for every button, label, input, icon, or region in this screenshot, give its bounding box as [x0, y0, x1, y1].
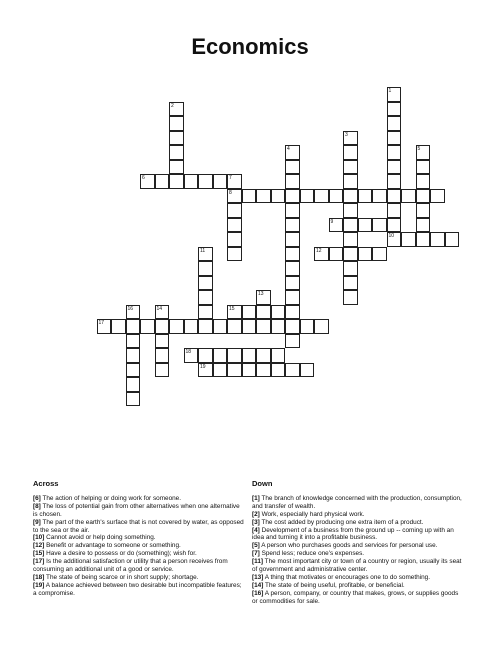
grid-cell[interactable]	[285, 363, 300, 378]
clue-number: [16]	[252, 589, 264, 597]
clue-number: [18]	[33, 573, 45, 581]
grid-cell[interactable]	[285, 334, 300, 349]
grid-cell[interactable]	[387, 87, 402, 102]
clue-number: [11]	[252, 558, 264, 566]
grid-cell[interactable]	[256, 290, 271, 305]
cell-number: 13	[258, 291, 264, 297]
clue-text: Development of a business from the ground up -- coming up with an idea and turning it into a profitable business.	[252, 526, 454, 542]
grid-cell[interactable]	[198, 261, 213, 276]
clue-text: The most important city or town of a country or region, usually its seat of government and administrative center.	[252, 558, 462, 574]
grid-cell[interactable]	[169, 160, 184, 175]
grid-cell[interactable]	[401, 189, 416, 204]
grid-cell[interactable]	[285, 218, 300, 233]
clue-text: The state of being scarce or in short supply; shortage.	[44, 573, 199, 581]
grid-cell[interactable]	[285, 290, 300, 305]
grid-cell[interactable]	[271, 363, 286, 378]
clue-text: The cost added by producing one extra item of a product.	[259, 518, 424, 526]
grid-cell[interactable]	[169, 145, 184, 160]
clue-number: [12]	[33, 542, 45, 550]
grid-cell[interactable]	[198, 290, 213, 305]
clue-number: [6]	[33, 494, 41, 502]
grid-cell[interactable]	[242, 348, 257, 363]
grid-cell[interactable]	[387, 218, 402, 233]
grid-cell[interactable]	[126, 377, 141, 392]
down-clue	[252, 590, 464, 606]
grid-cell[interactable]	[155, 348, 170, 363]
grid-cell[interactable]	[155, 319, 170, 334]
grid-cell[interactable]	[227, 203, 242, 218]
grid-cell[interactable]	[285, 247, 300, 262]
across-clue	[33, 582, 245, 598]
down-clue	[252, 582, 464, 590]
clue-number: [1]	[252, 494, 260, 502]
grid-cell[interactable]	[227, 218, 242, 233]
grid-cell[interactable]	[155, 334, 170, 349]
grid-cell[interactable]	[256, 348, 271, 363]
down-clue	[252, 519, 464, 527]
grid-cell[interactable]	[329, 189, 344, 204]
grid-cell[interactable]	[358, 218, 373, 233]
clue-number: [5]	[252, 542, 260, 550]
grid-cell[interactable]	[343, 290, 358, 305]
grid-cell[interactable]	[198, 174, 213, 189]
grid-cell[interactable]	[387, 232, 402, 247]
grid-cell[interactable]	[416, 218, 431, 233]
grid-cell[interactable]	[169, 174, 184, 189]
grid-cell[interactable]	[387, 102, 402, 117]
clue-text: The branch of knowledge concerned with the production, consumption, and transfer of wealth.	[252, 494, 462, 510]
grid-cell[interactable]	[184, 174, 199, 189]
grid-cell[interactable]	[97, 319, 112, 334]
clue-text: The part of the earth's surface that is not covered by water, as opposed to the sea or the air.	[33, 518, 244, 534]
grid-cell[interactable]	[169, 319, 184, 334]
grid-cell[interactable]	[285, 261, 300, 276]
grid-cell[interactable]	[227, 319, 242, 334]
grid-cell[interactable]	[155, 305, 170, 320]
grid-cell[interactable]	[256, 305, 271, 320]
grid-cell[interactable]	[184, 348, 199, 363]
grid-cell[interactable]	[358, 247, 373, 262]
across-clue-list	[33, 495, 245, 598]
down-clue-list	[252, 495, 464, 606]
grid-cell[interactable]	[343, 145, 358, 160]
grid-cell[interactable]	[126, 319, 141, 334]
grid-cell[interactable]	[358, 189, 373, 204]
cell-number: 16	[127, 305, 134, 312]
grid-cell[interactable]	[300, 363, 315, 378]
grid-cell[interactable]	[387, 203, 402, 218]
clue-text: Cannot avoid or help doing something.	[44, 534, 156, 542]
clue-number: [4]	[252, 526, 260, 534]
grid-cell[interactable]	[329, 218, 344, 233]
grid-cell[interactable]	[343, 203, 358, 218]
grid-cell[interactable]	[126, 334, 141, 349]
grid-cell[interactable]	[271, 189, 286, 204]
grid-cell[interactable]	[343, 131, 358, 146]
grid-cell[interactable]	[343, 261, 358, 276]
grid-cell[interactable]	[372, 218, 387, 233]
grid-cell[interactable]	[227, 363, 242, 378]
grid-cell[interactable]	[198, 247, 213, 262]
clue-number: [2]	[252, 510, 260, 518]
grid-cell[interactable]	[416, 160, 431, 175]
grid-cell[interactable]	[285, 232, 300, 247]
cell-number: 7	[229, 175, 232, 181]
grid-cell[interactable]	[242, 305, 257, 320]
down-clue	[252, 527, 464, 543]
clue-number: [17]	[33, 558, 45, 566]
clue-number: [8]	[33, 502, 41, 510]
clue-text: A person who purchases goods and services for personal use.	[259, 542, 438, 550]
cell-number: 4	[287, 146, 290, 152]
grid-cell[interactable]	[155, 174, 170, 189]
down-heading: Down	[252, 479, 273, 488]
grid-cell[interactable]	[387, 145, 402, 160]
grid-cell[interactable]	[285, 319, 300, 334]
across-clue	[33, 534, 245, 542]
grid-cell[interactable]	[314, 319, 329, 334]
grid-cell[interactable]	[401, 232, 416, 247]
grid-cell[interactable]	[111, 319, 126, 334]
grid-cell[interactable]	[285, 189, 300, 204]
grid-cell[interactable]	[126, 363, 141, 378]
grid-cell[interactable]	[169, 116, 184, 131]
clue-text: Work, especially hard physical work.	[259, 510, 365, 518]
grid-cell[interactable]	[416, 145, 431, 160]
across-heading: Across	[33, 479, 59, 488]
cell-number: 9	[330, 218, 334, 225]
grid-cell[interactable]	[285, 160, 300, 175]
grid-cell[interactable]	[416, 203, 431, 218]
clue-text: The action of helping or doing work for someone.	[40, 494, 182, 502]
grid-cell[interactable]	[314, 247, 329, 262]
grid-cell[interactable]	[126, 348, 141, 363]
across-clue	[33, 503, 245, 519]
clue-number: [9]	[33, 518, 41, 526]
grid-cell[interactable]	[242, 319, 257, 334]
grid-cell[interactable]	[285, 276, 300, 291]
grid-cell[interactable]	[227, 305, 242, 320]
grid-cell[interactable]	[285, 174, 300, 189]
grid-cell[interactable]	[285, 145, 300, 160]
grid-cell[interactable]	[343, 276, 358, 291]
clue-text: Spend less; reduce one's expenses.	[259, 550, 365, 558]
grid-cell[interactable]	[300, 189, 315, 204]
grid-cell[interactable]	[271, 348, 286, 363]
cell-number: 18	[185, 349, 192, 355]
grid-cell[interactable]	[416, 189, 431, 204]
clue-text: A thing that motivates or encourages one to do something.	[263, 573, 430, 581]
grid-cell[interactable]	[387, 131, 402, 146]
cell-number: 6	[142, 175, 145, 181]
grid-cell[interactable]	[343, 160, 358, 175]
cell-number: 12	[316, 247, 322, 254]
grid-cell[interactable]	[213, 363, 228, 378]
grid-cell[interactable]	[271, 319, 286, 334]
cell-number: 19	[200, 363, 206, 370]
grid-cell[interactable]	[271, 305, 286, 320]
grid-cell[interactable]	[227, 232, 242, 247]
down-clue	[252, 558, 464, 574]
clue-text: Benefit or advantage to someone or something.	[44, 542, 181, 550]
across-clue	[33, 550, 245, 558]
grid-cell[interactable]	[155, 363, 170, 378]
down-clue	[252, 542, 464, 550]
down-clue	[252, 574, 464, 582]
grid-cell[interactable]	[213, 348, 228, 363]
grid-cell[interactable]	[227, 189, 242, 204]
across-clue	[33, 558, 245, 574]
clue-number: [19]	[33, 581, 45, 589]
clue-text: The loss of potential gain from other alternatives when one alternative is chosen.	[33, 502, 240, 518]
grid-cell[interactable]	[140, 174, 155, 189]
cell-number: 10	[388, 233, 395, 239]
across-clue	[33, 542, 245, 550]
grid-cell[interactable]	[227, 348, 242, 363]
cell-number: 8	[229, 189, 232, 196]
grid-cell[interactable]	[387, 116, 402, 131]
clue-number: [10]	[33, 534, 45, 542]
grid-cell[interactable]	[184, 319, 199, 334]
clue-text: A person, company, or country that makes, grows, or supplies goods or commodities for sale.	[252, 589, 459, 605]
grid-cell[interactable]	[198, 319, 213, 334]
grid-cell[interactable]	[198, 305, 213, 320]
clue-text: Have a desire to possess or do (something); wish for.	[44, 550, 197, 558]
grid-cell[interactable]	[343, 218, 358, 233]
grid-cell[interactable]	[343, 232, 358, 247]
grid-cell[interactable]	[343, 189, 358, 204]
grid-cell[interactable]	[416, 174, 431, 189]
grid-cell[interactable]	[198, 276, 213, 291]
grid-cell[interactable]	[126, 305, 141, 320]
cell-number: 1	[388, 88, 392, 94]
cell-number: 17	[98, 320, 105, 326]
grid-cell[interactable]	[198, 363, 213, 378]
cell-number: 3	[345, 131, 348, 138]
across-clues	[33, 480, 245, 598]
grid-cell[interactable]	[329, 247, 344, 262]
grid-cell[interactable]	[445, 232, 460, 247]
grid-cell[interactable]	[169, 131, 184, 146]
clue-number: [14]	[252, 581, 264, 589]
clue-text: The state of being useful, profitable, or beneficial.	[263, 581, 405, 589]
cell-number: 2	[171, 102, 174, 109]
grid-cell[interactable]	[416, 232, 431, 247]
grid-cell[interactable]	[198, 348, 213, 363]
grid-cell[interactable]	[387, 160, 402, 175]
grid-cell[interactable]	[227, 247, 242, 262]
grid-cell[interactable]	[430, 232, 445, 247]
clue-text: A balance achieved between two desirable but incompatible features; a compromise.	[33, 581, 242, 597]
grid-cell[interactable]	[387, 189, 402, 204]
down-clue	[252, 550, 464, 558]
grid-cell[interactable]	[213, 174, 228, 189]
grid-cell[interactable]	[300, 319, 315, 334]
grid-cell[interactable]	[430, 189, 445, 204]
grid-cell[interactable]	[314, 189, 329, 204]
clue-number: [7]	[252, 550, 260, 558]
grid-cell[interactable]	[242, 363, 257, 378]
clue-number: [13]	[252, 573, 264, 581]
clue-text: Is the additional satisfaction or utility that a person receives from consuming an additional unit of a good or service.	[33, 558, 228, 574]
cell-number: 15	[229, 305, 235, 312]
down-clues	[252, 480, 464, 606]
grid-cell[interactable]	[372, 189, 387, 204]
grid-cell[interactable]	[140, 319, 155, 334]
across-clue	[33, 574, 245, 582]
grid-cell[interactable]	[169, 102, 184, 117]
grid-cell[interactable]	[343, 174, 358, 189]
grid-cell[interactable]	[256, 363, 271, 378]
grid-cell[interactable]	[256, 189, 271, 204]
page-title: Economics	[191, 34, 309, 59]
grid-cell[interactable]	[227, 174, 242, 189]
across-clue	[33, 519, 245, 535]
grid-cell[interactable]	[372, 247, 387, 262]
grid-cell[interactable]	[285, 305, 300, 320]
grid-cell[interactable]	[242, 189, 257, 204]
cell-number: 5	[417, 146, 421, 152]
grid-cell[interactable]	[213, 319, 228, 334]
clue-number: [15]	[33, 550, 45, 558]
cell-number: 14	[156, 305, 163, 312]
grid-cell[interactable]	[256, 319, 271, 334]
down-clue	[252, 495, 464, 511]
across-clue	[33, 495, 245, 503]
cell-number: 11	[200, 247, 206, 254]
grid-cell[interactable]	[126, 392, 141, 407]
grid-cell[interactable]	[343, 247, 358, 262]
grid-cell[interactable]	[285, 203, 300, 218]
down-clue	[252, 511, 464, 519]
clue-number: [3]	[252, 518, 260, 526]
grid-cell[interactable]	[387, 174, 402, 189]
